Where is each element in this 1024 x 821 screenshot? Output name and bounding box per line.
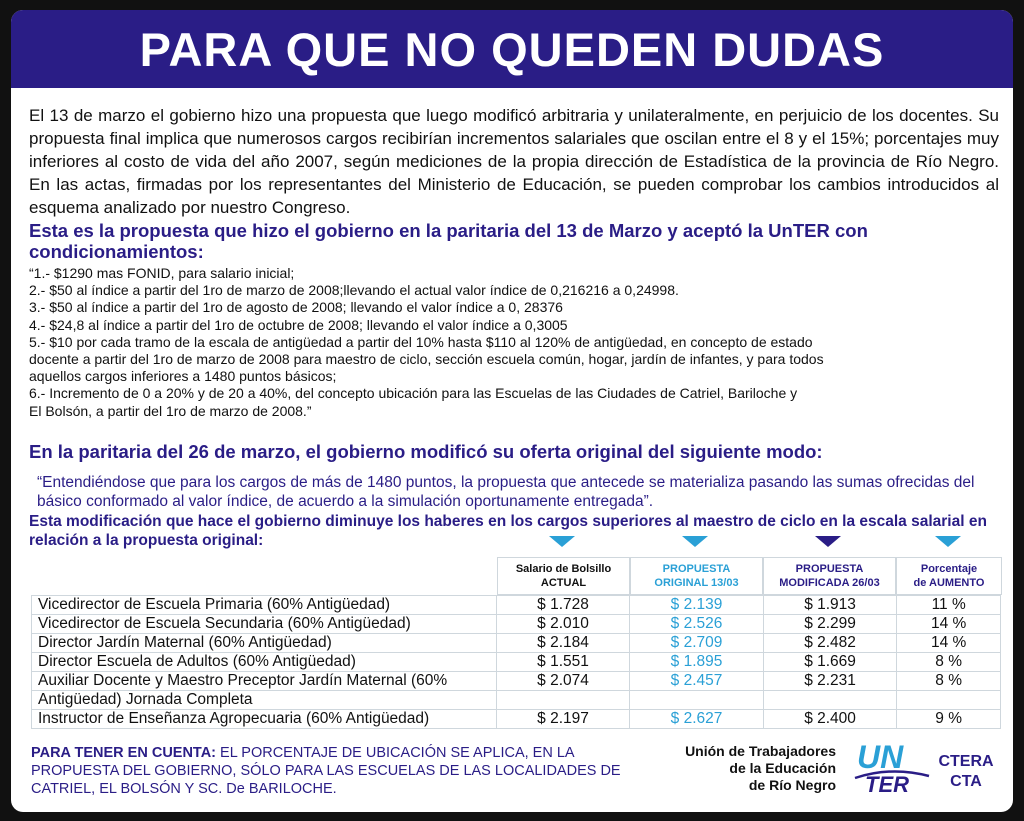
header-actual-line1: Salario de Bolsillo: [515, 563, 612, 575]
header-original: [630, 557, 763, 595]
row-label: Vicedirector de Escuela Secundaria (60% Antigüedad): [32, 615, 497, 634]
union-line: de Río Negro: [748, 777, 836, 793]
cell-original: $ 2.139: [630, 596, 764, 615]
header-actual-line2: ACTUAL: [540, 577, 587, 589]
cell-percentage: 14 %: [897, 634, 1001, 653]
cell-actual: $ 2.010: [496, 615, 630, 634]
arrow-down-icon: [549, 536, 575, 547]
footer-note-bold: PARA TENER EN CUENTA:: [31, 745, 217, 761]
proposal-line: 3.- $50 al índice a partir del 1ro de agosto de 2008; llevando el valor índice a 0, 28376: [29, 299, 563, 316]
header-original-line1: PROPUESTA: [662, 563, 731, 575]
header-pct-line1: Porcentaje: [920, 563, 978, 575]
cell-percentage: [897, 691, 1001, 710]
row-label: Director Jardín Maternal (60% Antigüedad): [32, 634, 497, 653]
intro-paragraph: El 13 de marzo el gobierno hizo una propuesta que luego modificó arbitraria y unilateralmente, en perjuicio de los docentes. Su propuesta final implica que numerosos cargos recibirían incrementos salariales que oscilan entre el 8 y el 15%; porcentajes muy inferiores al costo de vida del año 2007, según mediciones de la propia dirección de Estadística de la provincia de Río Negro. En las actas, firmadas por los representantes del Ministerio de Educación, se pueden comprobar los cambios introducidos al esquema analizado por nuestro Congreso.: [29, 106, 999, 217]
unter-logo-icon: [851, 738, 933, 800]
cell-original: [630, 691, 764, 710]
modification-heading: En la paritaria del 26 de marzo, el gobierno modificó su oferta original del siguiente modo:: [29, 441, 823, 462]
proposal-line: 2.- $50 al índice a partir del 1ro de marzo de 2008;llevando el actual valor índice de 0,216216 a 0,24998.: [29, 282, 679, 299]
cell-modified: $ 1.913: [763, 596, 897, 615]
page-title: PARA QUE NO QUEDEN DUDAS: [139, 23, 885, 76]
proposal-line: 5.- $10 por cada tramo de la escala de antigüedad a partir del 10% hasta $110 al 120% de antigüedad, en concepto de estado: [29, 333, 813, 350]
proposal-line: “1.- $1290 mas FONID, para salario inicial;: [29, 265, 295, 281]
proposal-line: 6.- Incremento de 0 a 20% y de 20 a 40%, del concepto ubicación para las Escuelas de las Ciudades de Catriel, Bariloche y: [29, 385, 798, 402]
header-modified-line2: MODIFICADA 26/03: [779, 577, 880, 589]
proposal-heading: Esta es la propuesta que hizo el gobierno en la paritaria del 13 de Marzo y aceptó la UnTER con condicionamientos:: [29, 220, 868, 262]
cell-original: $ 1.895: [630, 653, 764, 672]
cell-percentage: 9 %: [897, 710, 1001, 729]
row-label: Instructor de Enseñanza Agropecuaria (60% Antigüedad): [32, 710, 497, 729]
cell-modified: $ 2.482: [763, 634, 897, 653]
header-modified: [763, 557, 896, 595]
union-name: [651, 743, 836, 794]
header-modified-line1: PROPUESTA: [795, 563, 864, 575]
cell-modified: $ 2.400: [763, 710, 897, 729]
table-row: [32, 710, 1001, 729]
modification-note: Esta modificación que hace el gobierno diminuye los haberes en los cargos superiores al maestro de ciclo en la escala salarial en relación a la propuesta original:: [29, 513, 987, 549]
row-label: Director Escuela de Adultos (60% Antigüedad): [32, 653, 497, 672]
affiliations: [931, 752, 1001, 792]
cell-modified: $ 2.299: [763, 615, 897, 634]
cell-original: $ 2.709: [630, 634, 764, 653]
union-line: Unión de Trabajadores: [685, 743, 836, 759]
proposal-line: docente a partir del 1ro de marzo de 2008 para maestro de ciclo, sección escuela común, hogar, jardín de infantes, y para todos: [29, 351, 824, 368]
modification-quote: “Entendiéndose que para los cargos de más de 1480 puntos, la propuesta que antecede se materializa pasando las sumas ofrecidas del básico conformado al valor índice, de acuerdo a la simulación oportunamente entregada”.: [37, 474, 975, 510]
table-row: [32, 634, 1001, 653]
cell-modified: $ 1.669: [763, 653, 897, 672]
footer-note: [31, 744, 631, 798]
cell-actual: $ 2.184: [496, 634, 630, 653]
logo-text-top: UN: [857, 739, 904, 775]
cell-percentage: 14 %: [897, 615, 1001, 634]
union-line: de la Educación: [729, 760, 836, 776]
affiliation-cta: CTA: [950, 773, 982, 790]
cell-modified: [763, 691, 897, 710]
proposal-quote: [29, 265, 989, 420]
cell-percentage: 8 %: [897, 672, 1001, 691]
table-row: [32, 691, 1001, 710]
poster-panel: [11, 10, 1013, 812]
row-label: Antigüedad) Jornada Completa: [32, 691, 497, 710]
cell-original: $ 2.457: [630, 672, 764, 691]
arrow-down-icon: [815, 536, 841, 547]
proposal-line: 4.- $24,8 al índice a partir del 1ro de octubre de 2008; llevando el valor índice a 0,3005: [29, 316, 568, 333]
cell-percentage: 11 %: [897, 596, 1001, 615]
cell-modified: $ 2.231: [763, 672, 897, 691]
title-banner: [11, 10, 1013, 88]
arrow-down-icon: [682, 536, 708, 547]
table-row: [32, 653, 1001, 672]
header-pct-line2: de AUMENTO: [913, 577, 985, 589]
footer-note-text: EL PORCENTAJE DE UBICACIÓN SE APLICA, EN LA PROPUESTA DEL GOBIERNO, SÓLO PARA LAS ESCUELAS DE LAS LOCALIDADES DE CATRIEL, EL BOLSÓN Y SC. De BARILOCHE.: [31, 745, 621, 797]
arrow-down-icon: [935, 536, 961, 547]
cell-actual: $ 1.551: [496, 653, 630, 672]
header-original-line2: ORIGINAL 13/03: [654, 577, 739, 589]
salary-table: [31, 595, 1001, 729]
cell-actual: [496, 691, 630, 710]
table-row: [32, 596, 1001, 615]
cell-original: $ 2.526: [630, 615, 764, 634]
logo-text-bottom: TER: [865, 772, 909, 797]
cell-original: $ 2.627: [630, 710, 764, 729]
cell-actual: $ 2.074: [496, 672, 630, 691]
table-row: [32, 615, 1001, 634]
affiliation-ctera: CTERA: [938, 753, 994, 770]
header-percentage: [896, 557, 1002, 595]
cell-actual: $ 1.728: [496, 596, 630, 615]
cell-percentage: 8 %: [897, 653, 1001, 672]
proposal-line: aquellos cargos inferiores a 1480 puntos básicos;: [29, 368, 337, 385]
table-row: [32, 672, 1001, 691]
cell-actual: $ 2.197: [496, 710, 630, 729]
proposal-line: El Bolsón, a partir del 1ro de marzo de 2008.”: [29, 402, 312, 419]
row-label: Vicedirector de Escuela Primaria (60% Antigüedad): [32, 596, 497, 615]
row-label: Auxiliar Docente y Maestro Preceptor Jardín Maternal (60%: [32, 672, 497, 691]
header-actual: [497, 557, 630, 595]
